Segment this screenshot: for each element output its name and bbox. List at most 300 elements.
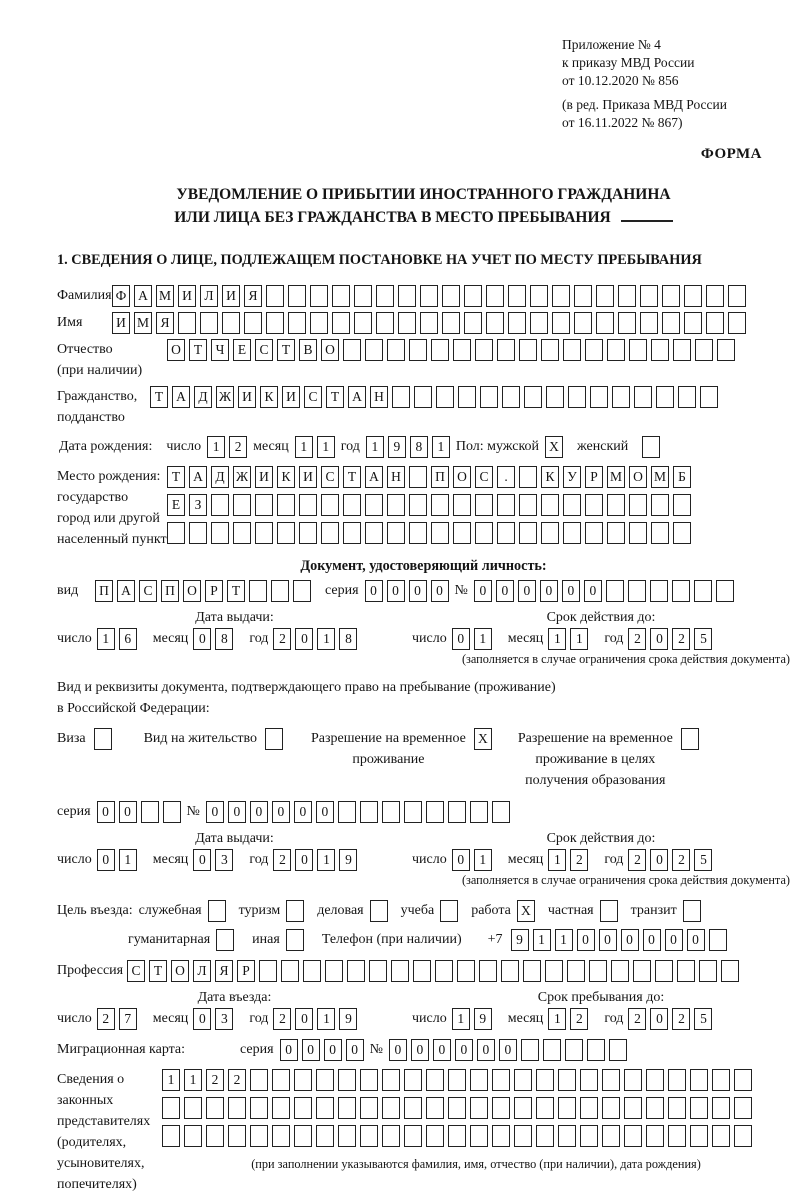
phone-digit-box[interactable]: 0 [687, 929, 705, 951]
phone-digit-box[interactable]: 0 [665, 929, 683, 951]
representatives-char-box[interactable] [492, 1069, 510, 1091]
given-name-char-box[interactable] [222, 312, 240, 334]
permit-valid-year-box[interactable]: 2 [672, 849, 690, 871]
representatives-char-box[interactable] [294, 1125, 312, 1147]
surname-char-box[interactable] [574, 285, 592, 307]
citizenship-char-box[interactable]: А [348, 386, 366, 408]
birth-place-char-box[interactable]: А [189, 466, 207, 488]
profession-char-box[interactable]: Р [237, 960, 255, 982]
permit-number-box[interactable] [360, 801, 378, 823]
patronymic-char-box[interactable] [629, 339, 647, 361]
birth-place-char-box[interactable]: Н [387, 466, 405, 488]
profession-char-box[interactable] [633, 960, 651, 982]
birth-place-char-box[interactable] [343, 522, 361, 544]
permit-number-box[interactable]: 0 [272, 801, 290, 823]
citizenship-char-box[interactable]: И [238, 386, 256, 408]
permit-issue-year-box[interactable]: 9 [339, 849, 357, 871]
patronymic-char-box[interactable]: В [299, 339, 317, 361]
representatives-char-box[interactable] [382, 1097, 400, 1119]
birth-place-char-box[interactable] [607, 494, 625, 516]
doc-valid-year-box[interactable]: 2 [672, 628, 690, 650]
purpose-private-checkbox[interactable] [600, 900, 618, 922]
migration-card-number-box[interactable]: 0 [455, 1039, 473, 1061]
representatives-char-box[interactable] [690, 1097, 708, 1119]
birth-month-box[interactable]: 1 [295, 436, 313, 458]
patronymic-char-box[interactable]: О [167, 339, 185, 361]
citizenship-char-box[interactable] [700, 386, 718, 408]
birth-place-char-box[interactable] [519, 522, 537, 544]
given-name-char-box[interactable] [508, 312, 526, 334]
doc-valid-year-box[interactable]: 5 [694, 628, 712, 650]
representatives-char-box[interactable] [668, 1069, 686, 1091]
given-name-char-box[interactable]: М [134, 312, 152, 334]
migration-card-number-box[interactable]: 0 [389, 1039, 407, 1061]
representatives-char-box[interactable] [404, 1097, 422, 1119]
surname-char-box[interactable] [596, 285, 614, 307]
representatives-char-box[interactable] [272, 1069, 290, 1091]
representatives-char-box[interactable] [316, 1069, 334, 1091]
surname-char-box[interactable]: А [134, 285, 152, 307]
citizenship-char-box[interactable]: Т [326, 386, 344, 408]
representatives-char-box[interactable] [646, 1097, 664, 1119]
given-name-char-box[interactable] [728, 312, 746, 334]
given-name-char-box[interactable] [684, 312, 702, 334]
given-name-char-box[interactable] [574, 312, 592, 334]
representatives-char-box[interactable] [426, 1069, 444, 1091]
birth-place-char-box[interactable] [211, 522, 229, 544]
birth-place-char-box[interactable] [387, 494, 405, 516]
stay-until-year-box[interactable]: 2 [628, 1008, 646, 1030]
given-name-char-box[interactable] [354, 312, 372, 334]
representatives-char-box[interactable] [228, 1097, 246, 1119]
doc-kind-char-box[interactable]: П [161, 580, 179, 602]
citizenship-char-box[interactable]: Д [194, 386, 212, 408]
profession-char-box[interactable] [413, 960, 431, 982]
citizenship-char-box[interactable] [634, 386, 652, 408]
given-name-char-box[interactable] [596, 312, 614, 334]
patronymic-char-box[interactable]: С [255, 339, 273, 361]
birth-month-box[interactable]: 1 [317, 436, 335, 458]
doc-kind-char-box[interactable] [271, 580, 289, 602]
representatives-char-box[interactable] [712, 1097, 730, 1119]
birth-place-char-box[interactable]: З [189, 494, 207, 516]
representatives-char-box[interactable] [272, 1125, 290, 1147]
birth-place-char-box[interactable]: Е [167, 494, 185, 516]
birth-place-char-box[interactable] [365, 522, 383, 544]
profession-char-box[interactable] [347, 960, 365, 982]
permit-series-box[interactable]: 0 [97, 801, 115, 823]
purpose-business-checkbox[interactable] [370, 900, 388, 922]
permit-number-box[interactable]: 0 [206, 801, 224, 823]
birth-place-char-box[interactable]: П [431, 466, 449, 488]
surname-char-box[interactable] [662, 285, 680, 307]
permit-number-box[interactable] [448, 801, 466, 823]
entry-day-box[interactable]: 2 [97, 1008, 115, 1030]
surname-char-box[interactable] [728, 285, 746, 307]
citizenship-char-box[interactable] [458, 386, 476, 408]
surname-char-box[interactable]: И [222, 285, 240, 307]
birth-place-char-box[interactable] [629, 494, 647, 516]
surname-char-box[interactable]: Я [244, 285, 262, 307]
representatives-char-box[interactable] [734, 1125, 752, 1147]
phone-digit-box[interactable]: 0 [599, 929, 617, 951]
representatives-char-box[interactable] [360, 1069, 378, 1091]
birth-place-char-box[interactable] [453, 494, 471, 516]
birth-year-box[interactable]: 1 [432, 436, 450, 458]
birth-place-char-box[interactable] [255, 494, 273, 516]
surname-char-box[interactable]: И [178, 285, 196, 307]
doc-valid-year-box[interactable]: 2 [628, 628, 646, 650]
surname-char-box[interactable] [552, 285, 570, 307]
stay-until-year-box[interactable]: 2 [672, 1008, 690, 1030]
migration-card-series-box[interactable]: 0 [346, 1039, 364, 1061]
birth-day-box[interactable]: 1 [207, 436, 225, 458]
phone-digit-box[interactable] [709, 929, 727, 951]
birth-place-char-box[interactable]: . [497, 466, 515, 488]
patronymic-char-box[interactable]: Т [277, 339, 295, 361]
representatives-char-box[interactable] [668, 1125, 686, 1147]
profession-char-box[interactable] [611, 960, 629, 982]
representatives-char-box[interactable] [448, 1097, 466, 1119]
birth-place-char-box[interactable] [475, 494, 493, 516]
profession-char-box[interactable] [721, 960, 739, 982]
patronymic-char-box[interactable] [431, 339, 449, 361]
doc-number-box[interactable] [716, 580, 734, 602]
representatives-char-box[interactable] [690, 1125, 708, 1147]
representatives-char-box[interactable] [294, 1069, 312, 1091]
permit-valid-month-box[interactable]: 2 [570, 849, 588, 871]
given-name-char-box[interactable]: И [112, 312, 130, 334]
surname-char-box[interactable] [706, 285, 724, 307]
representatives-char-box[interactable] [184, 1125, 202, 1147]
entry-year-box[interactable]: 0 [295, 1008, 313, 1030]
representatives-char-box[interactable] [162, 1097, 180, 1119]
profession-char-box[interactable] [259, 960, 277, 982]
birth-place-char-box[interactable] [497, 522, 515, 544]
stay-until-year-box[interactable]: 0 [650, 1008, 668, 1030]
doc-kind-char-box[interactable]: А [117, 580, 135, 602]
citizenship-char-box[interactable]: И [282, 386, 300, 408]
given-name-char-box[interactable] [376, 312, 394, 334]
citizenship-char-box[interactable]: А [172, 386, 190, 408]
permit-valid-year-box[interactable]: 0 [650, 849, 668, 871]
profession-char-box[interactable] [677, 960, 695, 982]
doc-valid-month-box[interactable]: 1 [548, 628, 566, 650]
given-name-char-box[interactable] [530, 312, 548, 334]
patronymic-char-box[interactable]: Е [233, 339, 251, 361]
doc-valid-day-box[interactable]: 1 [474, 628, 492, 650]
birth-place-char-box[interactable]: У [563, 466, 581, 488]
representatives-char-box[interactable] [382, 1069, 400, 1091]
birth-place-char-box[interactable] [541, 522, 559, 544]
citizenship-char-box[interactable] [656, 386, 674, 408]
doc-number-box[interactable] [650, 580, 668, 602]
stay-until-month-box[interactable]: 1 [548, 1008, 566, 1030]
given-name-char-box[interactable] [398, 312, 416, 334]
representatives-char-box[interactable] [338, 1069, 356, 1091]
given-name-char-box[interactable] [552, 312, 570, 334]
purpose-official-checkbox[interactable] [208, 900, 226, 922]
surname-char-box[interactable] [310, 285, 328, 307]
representatives-char-box[interactable] [206, 1125, 224, 1147]
representatives-char-box[interactable] [382, 1125, 400, 1147]
birth-place-char-box[interactable] [453, 522, 471, 544]
residence-permit-checkbox[interactable] [265, 728, 283, 750]
representatives-char-box[interactable] [580, 1125, 598, 1147]
phone-digit-box[interactable]: 9 [511, 929, 529, 951]
patronymic-char-box[interactable] [607, 339, 625, 361]
profession-char-box[interactable] [435, 960, 453, 982]
representatives-char-box[interactable] [448, 1069, 466, 1091]
surname-char-box[interactable]: Л [200, 285, 218, 307]
permit-number-box[interactable]: 0 [294, 801, 312, 823]
representatives-char-box[interactable] [250, 1125, 268, 1147]
migration-card-number-box[interactable] [565, 1039, 583, 1061]
citizenship-char-box[interactable] [502, 386, 520, 408]
citizenship-char-box[interactable]: Т [150, 386, 168, 408]
profession-char-box[interactable] [699, 960, 717, 982]
citizenship-char-box[interactable] [590, 386, 608, 408]
birth-place-char-box[interactable] [497, 494, 515, 516]
patronymic-char-box[interactable] [387, 339, 405, 361]
doc-kind-char-box[interactable]: Т [227, 580, 245, 602]
doc-number-box[interactable] [694, 580, 712, 602]
doc-number-box[interactable] [628, 580, 646, 602]
representatives-char-box[interactable] [514, 1125, 532, 1147]
purpose-humanitarian-checkbox[interactable] [216, 929, 234, 951]
purpose-study-checkbox[interactable] [440, 900, 458, 922]
citizenship-char-box[interactable] [480, 386, 498, 408]
birth-place-char-box[interactable]: Р [585, 466, 603, 488]
phone-digit-box[interactable]: 0 [643, 929, 661, 951]
representatives-char-box[interactable] [690, 1069, 708, 1091]
birth-place-char-box[interactable]: И [255, 466, 273, 488]
birth-place-char-box[interactable] [211, 494, 229, 516]
entry-day-box[interactable]: 7 [119, 1008, 137, 1030]
permit-number-box[interactable] [492, 801, 510, 823]
entry-year-box[interactable]: 1 [317, 1008, 335, 1030]
representatives-char-box[interactable] [492, 1097, 510, 1119]
birth-year-box[interactable]: 8 [410, 436, 428, 458]
birth-place-char-box[interactable] [299, 522, 317, 544]
given-name-char-box[interactable] [420, 312, 438, 334]
representatives-char-box[interactable] [338, 1125, 356, 1147]
representatives-char-box[interactable] [206, 1097, 224, 1119]
profession-char-box[interactable] [325, 960, 343, 982]
representatives-char-box[interactable] [162, 1125, 180, 1147]
visa-checkbox[interactable] [94, 728, 112, 750]
patronymic-char-box[interactable] [563, 339, 581, 361]
migration-card-series-box[interactable]: 0 [280, 1039, 298, 1061]
doc-series-box[interactable]: 0 [365, 580, 383, 602]
permit-issue-day-box[interactable]: 1 [119, 849, 137, 871]
given-name-char-box[interactable] [662, 312, 680, 334]
representatives-char-box[interactable] [426, 1125, 444, 1147]
birth-place-char-box[interactable]: Т [167, 466, 185, 488]
doc-valid-day-box[interactable]: 0 [452, 628, 470, 650]
birth-place-char-box[interactable] [277, 494, 295, 516]
permit-valid-year-box[interactable]: 5 [694, 849, 712, 871]
birth-place-char-box[interactable] [277, 522, 295, 544]
surname-char-box[interactable]: М [156, 285, 174, 307]
birth-place-char-box[interactable] [629, 522, 647, 544]
birth-place-char-box[interactable] [607, 522, 625, 544]
birth-place-char-box[interactable] [167, 522, 185, 544]
permit-valid-day-box[interactable]: 0 [452, 849, 470, 871]
patronymic-char-box[interactable] [585, 339, 603, 361]
birth-place-char-box[interactable] [189, 522, 207, 544]
representatives-char-box[interactable] [492, 1125, 510, 1147]
permit-issue-year-box[interactable]: 2 [273, 849, 291, 871]
representatives-char-box[interactable] [338, 1097, 356, 1119]
birth-place-char-box[interactable] [673, 494, 691, 516]
citizenship-char-box[interactable] [524, 386, 542, 408]
stay-until-month-box[interactable]: 2 [570, 1008, 588, 1030]
doc-number-box[interactable]: 0 [584, 580, 602, 602]
migration-card-series-box[interactable]: 0 [302, 1039, 320, 1061]
representatives-char-box[interactable] [602, 1125, 620, 1147]
migration-card-number-box[interactable] [587, 1039, 605, 1061]
given-name-char-box[interactable] [310, 312, 328, 334]
profession-char-box[interactable] [369, 960, 387, 982]
permit-number-box[interactable] [404, 801, 422, 823]
profession-char-box[interactable] [479, 960, 497, 982]
permit-number-box[interactable]: 0 [250, 801, 268, 823]
representatives-char-box[interactable] [558, 1097, 576, 1119]
representatives-char-box[interactable] [558, 1069, 576, 1091]
entry-year-box[interactable]: 9 [339, 1008, 357, 1030]
given-name-char-box[interactable] [640, 312, 658, 334]
doc-kind-char-box[interactable] [249, 580, 267, 602]
doc-issue-month-box[interactable]: 8 [215, 628, 233, 650]
representatives-char-box[interactable] [272, 1097, 290, 1119]
migration-card-number-box[interactable] [543, 1039, 561, 1061]
surname-char-box[interactable] [266, 285, 284, 307]
doc-issue-year-box[interactable]: 2 [273, 628, 291, 650]
permit-number-box[interactable] [470, 801, 488, 823]
migration-card-number-box[interactable]: 0 [499, 1039, 517, 1061]
birth-place-char-box[interactable]: А [365, 466, 383, 488]
birth-place-char-box[interactable] [431, 522, 449, 544]
birth-place-char-box[interactable]: О [453, 466, 471, 488]
profession-char-box[interactable]: Т [149, 960, 167, 982]
profession-char-box[interactable] [567, 960, 585, 982]
permit-issue-year-box[interactable]: 1 [317, 849, 335, 871]
profession-char-box[interactable]: Л [193, 960, 211, 982]
patronymic-char-box[interactable] [365, 339, 383, 361]
representatives-char-box[interactable] [536, 1069, 554, 1091]
representatives-char-box[interactable] [712, 1069, 730, 1091]
migration-card-number-box[interactable]: 0 [411, 1039, 429, 1061]
given-name-char-box[interactable] [442, 312, 460, 334]
permit-valid-day-box[interactable]: 1 [474, 849, 492, 871]
birth-place-char-box[interactable] [365, 494, 383, 516]
birth-place-char-box[interactable] [431, 494, 449, 516]
surname-char-box[interactable] [354, 285, 372, 307]
representatives-char-box[interactable] [580, 1097, 598, 1119]
surname-char-box[interactable] [508, 285, 526, 307]
profession-char-box[interactable] [589, 960, 607, 982]
representatives-char-box[interactable]: 2 [228, 1069, 246, 1091]
representatives-char-box[interactable] [624, 1097, 642, 1119]
patronymic-char-box[interactable] [673, 339, 691, 361]
surname-char-box[interactable] [376, 285, 394, 307]
profession-char-box[interactable] [303, 960, 321, 982]
surname-char-box[interactable] [684, 285, 702, 307]
birth-place-char-box[interactable] [321, 522, 339, 544]
representatives-char-box[interactable]: 2 [206, 1069, 224, 1091]
birth-place-char-box[interactable] [409, 522, 427, 544]
birth-place-char-box[interactable]: М [651, 466, 669, 488]
surname-char-box[interactable] [464, 285, 482, 307]
given-name-char-box[interactable] [486, 312, 504, 334]
doc-kind-char-box[interactable]: С [139, 580, 157, 602]
representatives-char-box[interactable] [514, 1097, 532, 1119]
patronymic-char-box[interactable] [519, 339, 537, 361]
doc-number-box[interactable]: 0 [540, 580, 558, 602]
migration-card-number-box[interactable] [521, 1039, 539, 1061]
purpose-other-checkbox[interactable] [286, 929, 304, 951]
permit-number-box[interactable] [338, 801, 356, 823]
representatives-char-box[interactable] [426, 1097, 444, 1119]
profession-char-box[interactable]: Я [215, 960, 233, 982]
phone-digit-box[interactable]: 0 [577, 929, 595, 951]
citizenship-char-box[interactable] [436, 386, 454, 408]
doc-kind-char-box[interactable]: Р [205, 580, 223, 602]
female-checkbox[interactable] [642, 436, 660, 458]
doc-number-box[interactable]: 0 [562, 580, 580, 602]
phone-digit-box[interactable]: 1 [555, 929, 573, 951]
temp-residence-checkbox[interactable]: X [474, 728, 492, 750]
doc-series-box[interactable]: 0 [431, 580, 449, 602]
birth-place-char-box[interactable]: Д [211, 466, 229, 488]
birth-place-char-box[interactable] [563, 494, 581, 516]
birth-place-char-box[interactable] [519, 466, 537, 488]
permit-series-box[interactable] [163, 801, 181, 823]
permit-issue-year-box[interactable]: 0 [295, 849, 313, 871]
migration-card-series-box[interactable]: 0 [324, 1039, 342, 1061]
given-name-char-box[interactable] [288, 312, 306, 334]
surname-char-box[interactable] [288, 285, 306, 307]
patronymic-char-box[interactable]: Т [189, 339, 207, 361]
birth-place-char-box[interactable] [409, 494, 427, 516]
patronymic-char-box[interactable] [475, 339, 493, 361]
citizenship-char-box[interactable] [678, 386, 696, 408]
representatives-char-box[interactable] [470, 1097, 488, 1119]
surname-char-box[interactable]: Ф [112, 285, 130, 307]
given-name-char-box[interactable] [200, 312, 218, 334]
representatives-char-box[interactable] [602, 1069, 620, 1091]
birth-year-box[interactable]: 1 [366, 436, 384, 458]
doc-number-box[interactable]: 0 [518, 580, 536, 602]
permit-valid-year-box[interactable]: 2 [628, 849, 646, 871]
profession-char-box[interactable] [391, 960, 409, 982]
patronymic-char-box[interactable] [651, 339, 669, 361]
birth-place-char-box[interactable] [409, 466, 427, 488]
representatives-char-box[interactable]: 1 [162, 1069, 180, 1091]
representatives-char-box[interactable] [536, 1125, 554, 1147]
citizenship-char-box[interactable]: К [260, 386, 278, 408]
citizenship-char-box[interactable] [392, 386, 410, 408]
entry-year-box[interactable]: 2 [273, 1008, 291, 1030]
birth-place-char-box[interactable] [343, 494, 361, 516]
representatives-char-box[interactable] [734, 1097, 752, 1119]
representatives-char-box[interactable] [624, 1125, 642, 1147]
birth-place-char-box[interactable] [299, 494, 317, 516]
migration-card-number-box[interactable] [609, 1039, 627, 1061]
permit-valid-month-box[interactable]: 1 [548, 849, 566, 871]
representatives-char-box[interactable] [558, 1125, 576, 1147]
